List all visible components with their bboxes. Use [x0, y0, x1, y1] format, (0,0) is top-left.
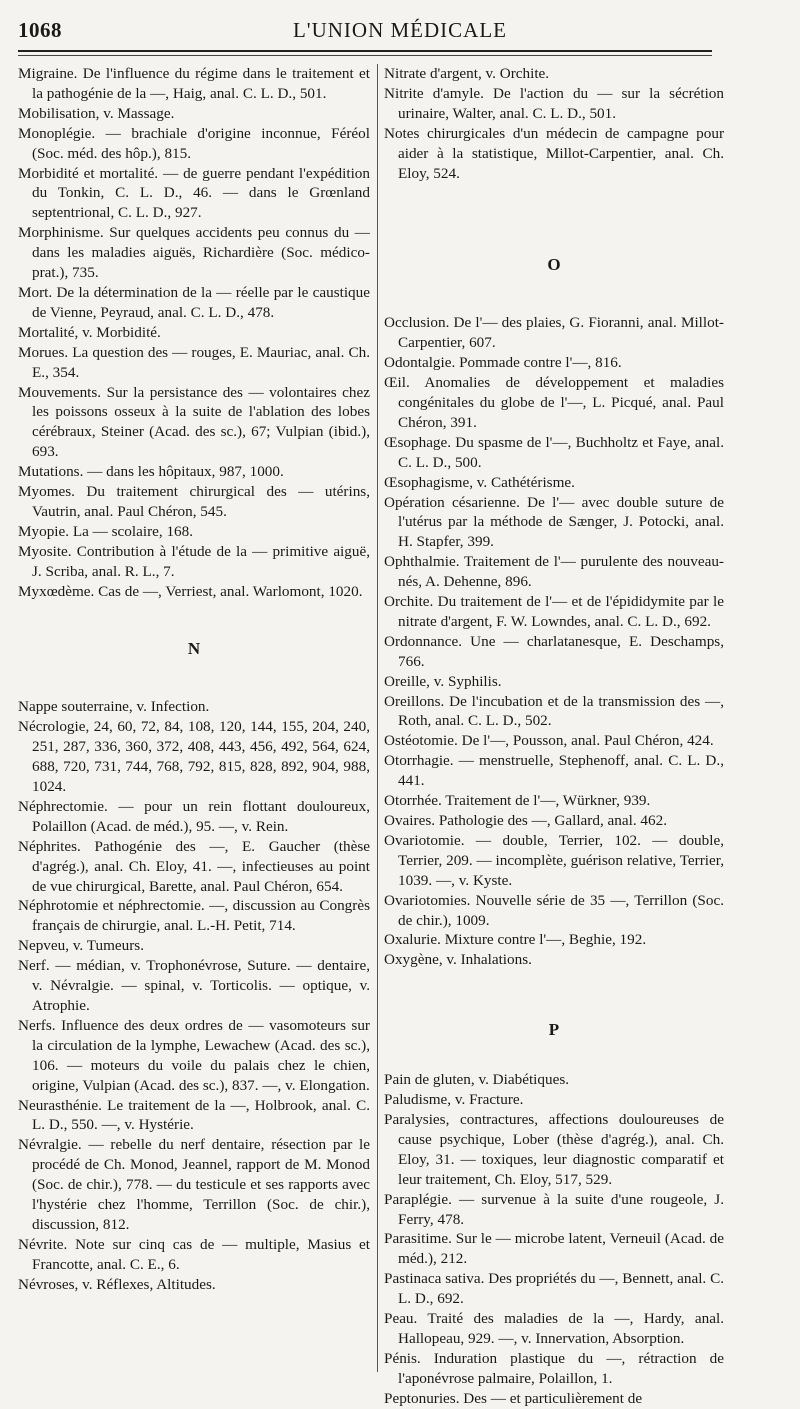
index-entry: Nepveu, v. Tumeurs.: [18, 937, 144, 955]
index-entry: Ovariotomies. Nouvelle série de 35 —, Terrillon (Soc. de chir.), 1009.: [384, 891, 724, 929]
index-entry: Myomes. Du traitement chirurgical des — utérins, Vautrin, anal. Paul Chéron, 545.: [18, 483, 370, 520]
index-entry: Néphrotomie et néphrectomie. —, discussion au Congrès français de chirurgie, anal. L.-H. Petit, 714.: [18, 897, 370, 935]
index-entry: Ovariotomie. — double, Terrier, 102. — double, Terrier, 209. — incomplète, guérison relative, Terrier, 1039. —, v. Kyste.: [384, 831, 724, 889]
index-entry: Mortalité, v. Morbidité.: [18, 323, 161, 341]
index-entry: Nerf. — médian, v. Trophonévrose, Suture. — dentaire, v. Névralgie. — spinal, v. Torticolis. — optique, v. Atrophie.: [18, 957, 370, 1014]
page-header: [18, 14, 782, 48]
index-entry: Oxalurie. Mixture contre l'—, Beghie, 192.: [384, 931, 647, 949]
index-entry: Opération césarienne. De l'— avec double suture de l'utérus par la méthode de Sænger, J. Potocki, anal. H. Stapfer, 399.: [384, 493, 724, 551]
index-entry: Névrite. Note sur cinq cas de — multiple, Masius et Francotte, anal. C. E., 6.: [18, 1235, 370, 1273]
index-entry: Oreille, v. Syphilis.: [384, 672, 502, 690]
index-entry: Néphrectomie. — pour un rein flottant douloureux, Polaillon (Acad. de méd.), 95. —, v. Rein.: [18, 797, 370, 835]
right-column: [384, 64, 724, 1407]
index-entry: Ostéotomie. De l'—, Pousson, anal. Paul Chéron, 424.: [384, 732, 714, 750]
index-entry: Œsophage. Du spasme de l'—, Buchholtz et Faye, anal. C. L. D., 500.: [384, 433, 724, 471]
index-entry: Néphrites. Pathogénie des —, E. Gaucher (thèse d'agrég.), anal. Ch. Eloy, 41. —, infectieuses au point de vue chirurgical, Barette, anal. Paul Chéron, 654.: [18, 837, 370, 895]
index-entry: Névroses, v. Réflexes, Altitudes.: [18, 1275, 216, 1293]
index-entry: Pain de gluten, v. Diabétiques.: [384, 1071, 570, 1089]
index-entry: Neurasthénie. Le traitement de la —, Holbrook, anal. C. L. D., 550. —, v. Hystérie.: [18, 1096, 370, 1134]
index-entry: Nerfs. Influence des deux ordres de — vasomoteurs sur la circulation de la lymphe, Lewachew (Acad. des sc.), 106. — moteurs du voile du palais chez le chien, origine, Vulpian (Acad. des sc.), 837. —, v. Elongation.: [18, 1016, 370, 1094]
index-entry: Nécrologie, 24, 60, 72, 84, 108, 120, 144, 155, 204, 240, 251, 287, 336, 360, 372, 408, 443, 456, 492, 564, 624, 688, 720, 731, 744, 768, 792, 815, 828, 892, 904, 988, 1024.: [18, 718, 370, 795]
index-entry: Odontalgie. Pommade contre l'—, 816.: [384, 354, 622, 372]
index-entry: Paraplégie. — survenue à la suite d'une rougeole, J. Ferry, 478.: [384, 1190, 724, 1228]
index-entry: Nitrite d'amyle. De l'action du — sur la sécrétion urinaire, Walter, anal. C. L. D., 501.: [384, 84, 724, 122]
index-entry: Morues. La question des — rouges, E. Mauriac, anal. Ch. E., 354.: [18, 343, 370, 381]
index-entry: Névralgie. — rebelle du nerf dentaire, résection par le procédé de Ch. Monod, Jeannel, rapport de M. Monod (Soc. de chir.), 778. — du testicule et ses rapports avec l'hystérie chez l'homme, Terrillon (Soc. de chir.), discussion, 812.: [18, 1136, 370, 1233]
section-letter-n: N: [187, 639, 201, 659]
section-letter-p: P: [548, 1020, 560, 1040]
index-entry: Mutations. — dans les hôpitaux, 987, 1000.: [18, 463, 284, 481]
index-entry: Orchite. Du traitement de l'— et de l'épididymite par le nitrate d'argent, F. W. Lowndes, anal. C. L. D., 692.: [384, 593, 724, 630]
index-entry: Peptonuries. Des — et particulièrement de: [384, 1389, 643, 1407]
journal-title: L'UNION MÉDICALE: [292, 18, 507, 42]
index-entry: Mort. De la détermination de la — réelle par le caustique de Vienne, Peyraud, anal. C. L. D., 478.: [18, 283, 370, 321]
index-entry: Paralysies, contractures, affections douloureuses de cause psychique, Lober (thèse d'agrég.), anal. Ch. Eloy, 31. — toxiques, leur diagnostic comparatif et leur traitement, Ch. Eloy, 517, 529.: [384, 1110, 724, 1188]
index-entry: Pénis. Induration plastique du —, rétraction de l'aponévrose palmaire, Polaillon, 1.: [384, 1349, 724, 1387]
index-entry: Ophthalmie. Traitement de l'— purulente des nouveau-nés, A. Dehenne, 896.: [384, 553, 724, 591]
column-divider: [377, 64, 378, 1372]
header-rule-thin: [18, 55, 712, 56]
page-number: 1068: [18, 18, 62, 42]
index-entry: Oxygène, v. Inhalations.: [384, 951, 532, 969]
index-section-o: [384, 313, 724, 970]
index-entry: Occlusion. De l'— des plaies, G. Fioranni, anal. Millot-Carpentier, 607.: [384, 314, 724, 352]
index-entry: Otorrhée. Traitement de l'—, Würkner, 939.: [384, 792, 651, 810]
index-entry: Nappe souterraine, v. Infection.: [18, 698, 210, 716]
index-entry: Mouvements. Sur la persistance des — volontaires chez les poissons osseux à la suite de l'ablation des lobes cérébraux, Steiner (Acad. des sc.), 67; Vulpian (ibid.), 693.: [18, 383, 370, 461]
index-entry: Myopie. La — scolaire, 168.: [18, 522, 194, 540]
index-entry: Myosite. Contribution à l'étude de la — primitive aiguë, J. Scriba, anal. R. L., 7.: [18, 542, 370, 580]
index-entry: Ordonnance. Une — charlatanesque, E. Deschamps, 766.: [384, 632, 724, 670]
index-entry: Peau. Traité des maladies de la —, Hardy, anal. Hallopeau, 929. —, v. Innervation, Absorption.: [384, 1310, 724, 1347]
index-entry: Nitrate d'argent, v. Orchite.: [384, 65, 550, 82]
index-section-n-continued: [384, 64, 724, 183]
index-entry: Monoplégie. — brachiale d'origine inconnue, Féréol (Soc. méd. des hôp.), 815.: [18, 124, 370, 162]
index-section-m: [18, 64, 370, 601]
index-entry: Myxœdème. Cas de —, Verriest, anal. Warlomont, 1020.: [18, 582, 363, 600]
index-entry: Otorrhagie. — menstruelle, Stephenoff, anal. C. L. D., 441.: [384, 752, 724, 790]
index-entry: Pastinaca sativa. Des propriétés du —, Bennett, anal. C. L. D., 692.: [384, 1270, 724, 1308]
index-entry: Morbidité et mortalité. — de guerre pendant l'expédition du Tonkin, C. L. D., 46. — dans le Grœnland septentrional, C. L. D., 927.: [18, 164, 370, 222]
index-entry: Parasitime. Sur le — microbe latent, Verneuil (Acad. de méd.), 212.: [384, 1230, 724, 1268]
index-entry: Notes chirurgicales d'un médecin de campagne pour aider à la statistique, Millot-Carpentier, anal. Ch. Eloy, 524.: [384, 124, 724, 182]
index-section-n: [18, 697, 370, 1294]
index-entry: Paludisme, v. Fracture.: [384, 1091, 524, 1109]
left-column: [18, 64, 370, 1371]
index-entry: Œsophagisme, v. Cathétérisme.: [384, 473, 575, 491]
index-entry: Mobilisation, v. Massage.: [18, 104, 175, 122]
index-section-p: [384, 1070, 724, 1408]
index-entry: Oreillons. De l'incubation et de la transmission des —, Roth, anal. C. L. D., 502.: [384, 692, 724, 730]
index-entry: Ovaires. Pathologie des —, Gallard, anal. 462.: [384, 812, 668, 829]
header-rule: [18, 50, 712, 52]
index-entry: Œil. Anomalies de développement et maladies congénitales du globe de l'—, L. Picqué, anal. Paul Chéron, 391.: [384, 374, 724, 431]
index-entry: Migraine. De l'influence du régime dans le traitement et la pathogénie de la —, Haig, anal. C. L. D., 501.: [18, 65, 370, 102]
section-letter-o: O: [547, 255, 561, 275]
index-entry: Morphinisme. Sur quelques accidents peu connus du — dans les maladies aiguës, Richardière (Soc. médico-prat.), 735.: [18, 224, 370, 282]
